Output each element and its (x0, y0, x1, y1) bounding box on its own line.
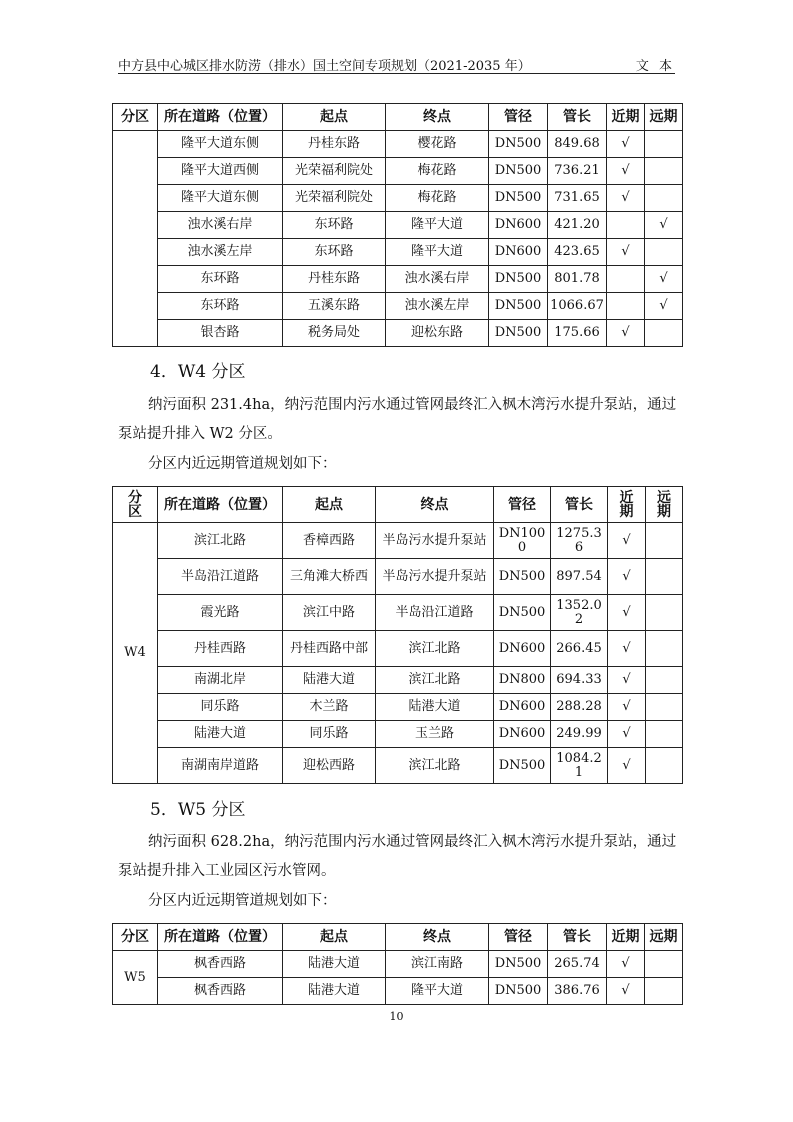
table-row (113, 951, 683, 978)
near-term-cell: √ (607, 185, 645, 212)
col-end: 终点 (386, 924, 489, 951)
end-cell: 浊水溪右岸 (386, 266, 489, 293)
section-heading-w4: 4．W4 分区 (150, 362, 246, 382)
end-cell: 樱花路 (386, 131, 489, 158)
table-row (113, 721, 683, 748)
long-term-cell (646, 667, 683, 694)
start-cell: 香樟西路 (283, 523, 376, 559)
long-term-cell (645, 978, 683, 1005)
diameter-cell: DN600 (494, 694, 551, 721)
near-term-cell: √ (608, 748, 646, 784)
table-row (113, 320, 683, 347)
col-diameter: 管径 (489, 104, 548, 131)
diameter-cell: DN600 (489, 239, 548, 266)
diameter-cell: DN500 (494, 748, 551, 784)
long-term-cell: √ (645, 293, 683, 320)
col-zone: 分区 (113, 487, 158, 523)
diameter-cell: DN500 (489, 293, 548, 320)
road-cell: 枫香西路 (158, 951, 283, 978)
length-cell: 801.78 (548, 266, 607, 293)
long-term-cell (646, 523, 683, 559)
diameter-cell: DN500 (489, 951, 548, 978)
col-near-term: 近期 (607, 924, 645, 951)
col-end: 终点 (376, 487, 494, 523)
start-cell: 木兰路 (283, 694, 376, 721)
col-zone: 分区 (113, 104, 158, 131)
diameter-cell: DN500 (489, 320, 548, 347)
length-cell: 897.54 (551, 559, 608, 595)
road-cell: 半岛沿江道路 (158, 559, 283, 595)
length-cell: 249.99 (551, 721, 608, 748)
long-term-cell (645, 320, 683, 347)
table-row (113, 667, 683, 694)
long-term-cell (646, 748, 683, 784)
near-term-cell (607, 266, 645, 293)
diameter-cell: DN500 (494, 559, 551, 595)
near-term-cell: √ (608, 721, 646, 748)
col-near-term: 近期 (607, 104, 645, 131)
road-cell: 浊水溪左岸 (158, 239, 283, 266)
road-cell: 丹桂西路 (158, 631, 283, 667)
road-cell: 浊水溪右岸 (158, 212, 283, 239)
long-term-cell (645, 951, 683, 978)
near-term-cell: √ (608, 595, 646, 631)
length-cell: 736.21 (548, 158, 607, 185)
diameter-cell: DN800 (494, 667, 551, 694)
table-row (113, 239, 683, 266)
table-row (113, 266, 683, 293)
start-cell: 税务局处 (283, 320, 386, 347)
end-cell: 玉兰路 (376, 721, 494, 748)
col-long-term: 远期 (646, 487, 683, 523)
table-row (113, 293, 683, 320)
start-cell: 陆港大道 (283, 978, 386, 1005)
diameter-cell: DN500 (489, 158, 548, 185)
col-near-term: 近期 (608, 487, 646, 523)
diameter-cell: DN600 (489, 212, 548, 239)
long-term-cell (645, 131, 683, 158)
length-cell: 288.28 (551, 694, 608, 721)
long-term-cell (646, 595, 683, 631)
long-term-cell (646, 694, 683, 721)
near-term-cell: √ (607, 239, 645, 266)
col-start: 起点 (283, 104, 386, 131)
road-cell: 滨江北路 (158, 523, 283, 559)
table-body (113, 523, 683, 784)
near-term-cell: √ (607, 951, 645, 978)
end-cell: 梅花路 (386, 158, 489, 185)
length-cell: 421.20 (548, 212, 607, 239)
col-length: 管长 (548, 104, 607, 131)
diameter-cell: DN500 (489, 185, 548, 212)
document-title: 中方县中心城区排水防涝（排水）国土空间专项规划（2021-2035 年） (118, 59, 531, 74)
col-end: 终点 (386, 104, 489, 131)
start-cell: 五溪东路 (283, 293, 386, 320)
table-row (113, 978, 683, 1005)
length-cell: 1352.02 (551, 595, 608, 631)
col-long-term: 远期 (645, 924, 683, 951)
start-cell: 迎松西路 (283, 748, 376, 784)
length-cell: 849.68 (548, 131, 607, 158)
col-road: 所在道路（位置） (158, 924, 283, 951)
diameter-cell: DN600 (494, 631, 551, 667)
col-zone: 分区 (113, 924, 158, 951)
near-term-cell: √ (608, 523, 646, 559)
diameter-cell: DN600 (494, 721, 551, 748)
end-cell: 梅花路 (386, 185, 489, 212)
end-cell: 陆港大道 (376, 694, 494, 721)
table-row (113, 694, 683, 721)
col-diameter: 管径 (489, 924, 548, 951)
long-term-cell (645, 185, 683, 212)
diameter-cell: DN1000 (494, 523, 551, 559)
end-cell: 隆平大道 (386, 239, 489, 266)
start-cell: 陆港大道 (283, 951, 386, 978)
near-term-cell: √ (607, 131, 645, 158)
pipe-table-w4 (112, 486, 683, 784)
start-cell: 丹桂东路 (283, 266, 386, 293)
road-cell: 霞光路 (158, 595, 283, 631)
road-cell: 隆平大道东侧 (158, 185, 283, 212)
long-term-cell: √ (645, 266, 683, 293)
end-cell: 迎松东路 (386, 320, 489, 347)
diameter-cell: DN500 (489, 266, 548, 293)
start-cell: 东环路 (283, 239, 386, 266)
length-cell: 423.65 (548, 239, 607, 266)
pipe-table-w5 (112, 923, 683, 1005)
table-row (113, 559, 683, 595)
diameter-cell: DN500 (489, 978, 548, 1005)
table-row (113, 212, 683, 239)
road-cell: 东环路 (158, 266, 283, 293)
table-row (113, 131, 683, 158)
end-cell: 隆平大道 (386, 978, 489, 1005)
end-cell: 半岛沿江道路 (376, 595, 494, 631)
near-term-cell: √ (607, 158, 645, 185)
end-cell: 浊水溪左岸 (386, 293, 489, 320)
section-w5-paragraph: 纳污面积 628.2ha，纳污范围内污水通过管网最终汇入枫木湾污水提升泵站，通过泵站提升排入工业园区污水管网。 (118, 834, 677, 879)
section-w5-intro: 分区内近远期管道规划如下： (148, 893, 337, 909)
pipe-table-w3 (112, 103, 683, 347)
long-term-cell (645, 239, 683, 266)
table-row (113, 631, 683, 667)
table-row (113, 748, 683, 784)
start-cell: 同乐路 (283, 721, 376, 748)
col-road: 所在道路（位置） (158, 104, 283, 131)
near-term-cell: √ (608, 667, 646, 694)
length-cell: 1084.21 (551, 748, 608, 784)
document-type: 文 本 (635, 59, 675, 74)
length-cell: 386.76 (548, 978, 607, 1005)
length-cell: 1066.67 (548, 293, 607, 320)
start-cell: 光荣福利院处 (283, 185, 386, 212)
near-term-cell: √ (607, 320, 645, 347)
page-number: 10 (389, 1010, 404, 1023)
near-term-cell: √ (608, 559, 646, 595)
col-start: 起点 (283, 487, 376, 523)
long-term-cell (646, 631, 683, 667)
length-cell: 265.74 (548, 951, 607, 978)
table-header-row (113, 924, 683, 951)
near-term-cell: √ (608, 694, 646, 721)
near-term-cell (607, 212, 645, 239)
end-cell: 半岛污水提升泵站 (376, 523, 494, 559)
length-cell: 175.66 (548, 320, 607, 347)
end-cell: 隆平大道 (386, 212, 489, 239)
near-term-cell: √ (607, 978, 645, 1005)
road-cell: 隆平大道东侧 (158, 131, 283, 158)
table-header-row (113, 487, 683, 523)
start-cell: 滨江中路 (283, 595, 376, 631)
col-road: 所在道路（位置） (158, 487, 283, 523)
start-cell: 光荣福利院处 (283, 158, 386, 185)
start-cell: 丹桂西路中部 (283, 631, 376, 667)
table-row (113, 185, 683, 212)
table-body (113, 131, 683, 347)
start-cell: 丹桂东路 (283, 131, 386, 158)
road-cell: 隆平大道西侧 (158, 158, 283, 185)
road-cell: 同乐路 (158, 694, 283, 721)
near-term-cell (607, 293, 645, 320)
section-w4-paragraph: 纳污面积 231.4ha，纳污范围内污水通过管网最终汇入枫木湾污水提升泵站，通过泵站提升排入 W2 分区。 (118, 397, 677, 442)
col-diameter: 管径 (494, 487, 551, 523)
table-row (113, 523, 683, 559)
end-cell: 滨江北路 (376, 748, 494, 784)
table-row (113, 158, 683, 185)
road-cell: 南湖北岸 (158, 667, 283, 694)
table-header-row (113, 104, 683, 131)
col-start: 起点 (283, 924, 386, 951)
long-term-cell (645, 158, 683, 185)
road-cell: 枫香西路 (158, 978, 283, 1005)
table-row (113, 595, 683, 631)
end-cell: 滨江北路 (376, 667, 494, 694)
length-cell: 731.65 (548, 185, 607, 212)
road-cell: 陆港大道 (158, 721, 283, 748)
long-term-cell (646, 559, 683, 595)
table-body (113, 951, 683, 1005)
page-header (118, 52, 675, 74)
start-cell: 东环路 (283, 212, 386, 239)
length-cell: 1275.36 (551, 523, 608, 559)
zone-cell (113, 131, 158, 347)
zone-cell: W4 (113, 523, 158, 784)
road-cell: 银杏路 (158, 320, 283, 347)
col-length: 管长 (551, 487, 608, 523)
long-term-cell: √ (645, 212, 683, 239)
road-cell: 南湖南岸道路 (158, 748, 283, 784)
length-cell: 266.45 (551, 631, 608, 667)
start-cell: 三角滩大桥西 (283, 559, 376, 595)
col-length: 管长 (548, 924, 607, 951)
near-term-cell: √ (608, 631, 646, 667)
long-term-cell (646, 721, 683, 748)
zone-cell: W5 (113, 951, 158, 1005)
diameter-cell: DN500 (489, 131, 548, 158)
col-long-term: 远期 (645, 104, 683, 131)
start-cell: 陆港大道 (283, 667, 376, 694)
end-cell: 滨江南路 (386, 951, 489, 978)
road-cell: 东环路 (158, 293, 283, 320)
section-heading-w5: 5．W5 分区 (150, 800, 246, 820)
length-cell: 694.33 (551, 667, 608, 694)
end-cell: 滨江北路 (376, 631, 494, 667)
diameter-cell: DN500 (494, 595, 551, 631)
section-w4-intro: 分区内近远期管道规划如下： (148, 456, 337, 472)
end-cell: 半岛污水提升泵站 (376, 559, 494, 595)
